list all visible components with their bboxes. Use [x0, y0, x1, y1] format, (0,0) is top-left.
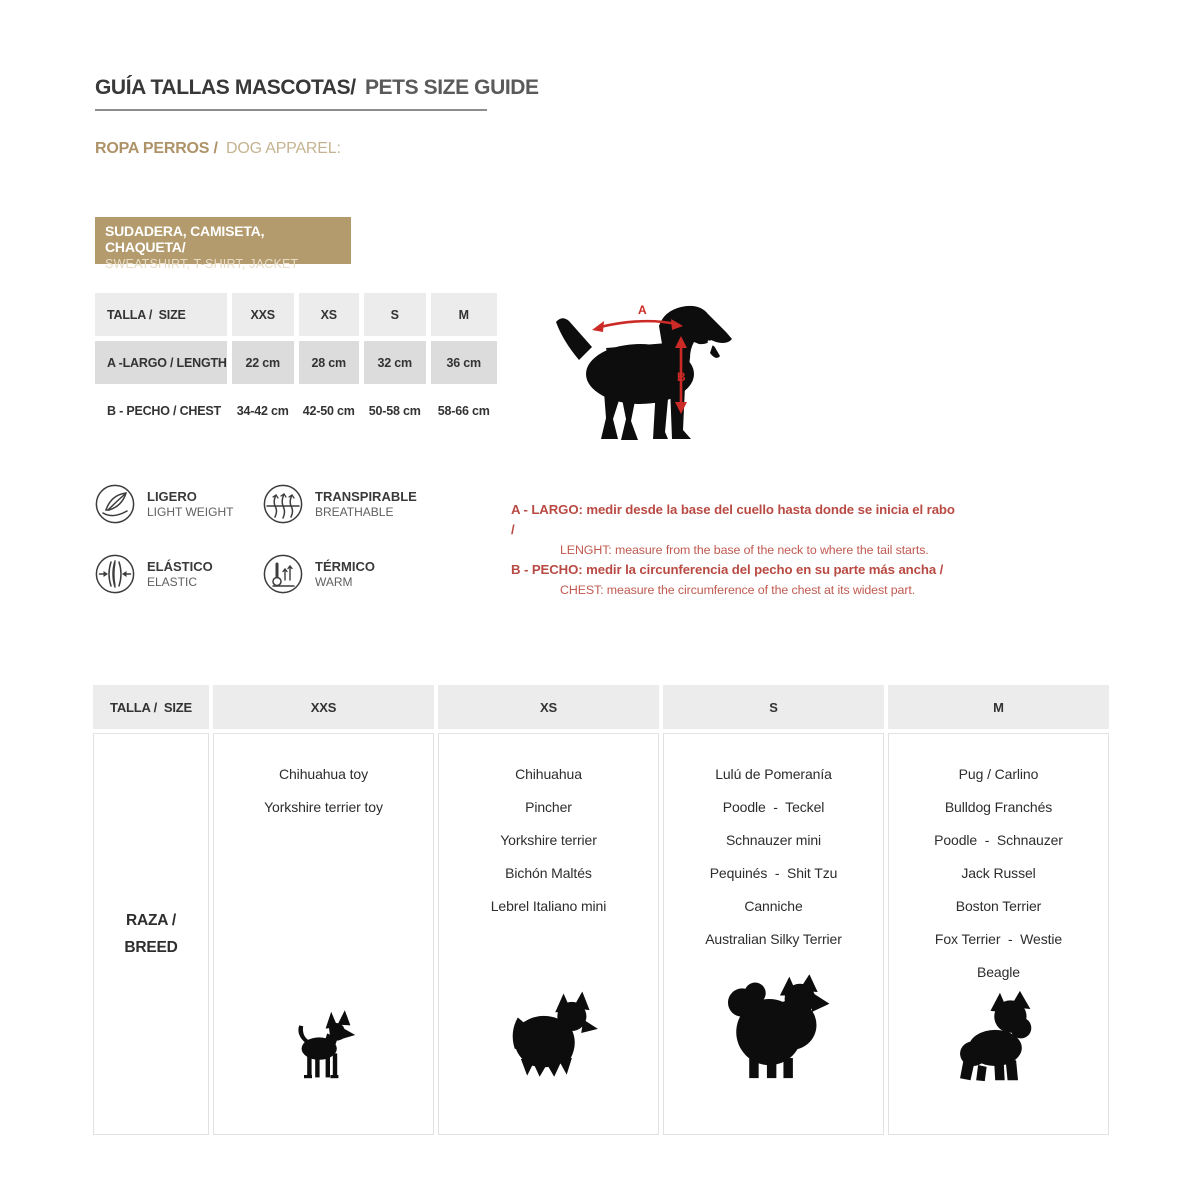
breed-table-head	[93, 685, 1109, 729]
breed-item: Lulú de Pomeranía	[715, 766, 832, 782]
category-line-es: SUDADERA, CAMISETA, CHAQUETA/	[105, 223, 265, 255]
dog-yorkshire-silhouette	[496, 980, 602, 1084]
category-line-en: SWEATSHIRT, T-SHIRT, JACKET	[105, 257, 299, 271]
size-table-header-cell: XS	[299, 293, 359, 336]
measurement-diagram	[548, 292, 773, 454]
dog-frenchie-silhouette	[938, 989, 1060, 1084]
breed-item: Australian Silky Terrier	[705, 931, 842, 947]
feature-breathable	[263, 484, 417, 524]
size-table-header-cell: XXS	[232, 293, 294, 336]
breed-item: Bulldog Franchés	[944, 799, 1053, 815]
size-table-value-cell: 34-42 cm	[232, 389, 294, 432]
breed-item: Poodle - Schnauzer	[934, 832, 1063, 848]
category-box	[95, 217, 351, 271]
size-table-header-cell: TALLA / SIZE	[95, 293, 227, 336]
size-table-value-cell: 58-66 cm	[431, 389, 497, 432]
size-table-row	[95, 389, 497, 432]
breed-table-header-row	[93, 685, 1109, 729]
diagram-label-a: A	[638, 303, 647, 317]
feature-name-en: WARM	[315, 575, 353, 589]
breed-list	[934, 758, 1063, 989]
feature-lightweight	[95, 484, 233, 524]
feature-name-es: LIGERO	[147, 489, 197, 504]
feather-icon	[95, 484, 135, 524]
breed-item: Chihuahua	[515, 766, 582, 782]
breed-row-label: RAZA / BREED	[93, 733, 209, 1135]
breed-item: Schnauzer mini	[725, 832, 822, 848]
size-table-head	[95, 293, 497, 336]
breed-item: Yorkshire terrier	[500, 832, 597, 848]
size-table-header-cell: M	[431, 293, 497, 336]
diagram-label-b: B	[677, 370, 686, 384]
breed-item: Lebrel Italiano mini	[490, 898, 607, 914]
subtitle-es: ROPA PERROS /	[95, 140, 218, 157]
size-table-value-cell: 36 cm	[431, 341, 497, 384]
feature-warm	[263, 554, 375, 594]
measuring-notes	[511, 500, 961, 600]
breed-table-header-cell: TALLA / SIZE	[93, 685, 209, 729]
size-table-value-cell: 50-58 cm	[364, 389, 426, 432]
feature-name-es: TRANSPIRABLE	[315, 489, 417, 504]
dog-pomeranian-silhouette	[706, 966, 842, 1084]
note-b-es: B - PECHO: medir la circunferencia del pecho en su parte más ancha /	[511, 562, 944, 577]
breed-item: Yorkshire terrier toy	[264, 799, 383, 815]
breed-item: Pequinés - Shit Tzu	[709, 865, 838, 881]
breed-item: Jack Russel	[961, 865, 1036, 881]
breed-table-header-cell: S	[663, 685, 884, 729]
note-a-en: LENGHT: measure from the base of the neck to where the tail starts.	[560, 543, 929, 557]
breed-table-wrap	[89, 681, 1113, 1139]
note-a-es: A - LARGO: medir desde la base del cuello hasta donde se inicia el rabo /	[511, 502, 955, 537]
breed-table-header-cell: XS	[438, 685, 659, 729]
breed-item: Poodle - Teckel	[722, 799, 825, 815]
breed-table-body	[93, 733, 1109, 1135]
size-table-header-cell: S	[364, 293, 426, 336]
page-title-en: PETS SIZE GUIDE	[364, 76, 539, 99]
breed-list	[491, 758, 607, 923]
feature-name-es: TÉRMICO	[315, 559, 375, 574]
size-guide-table	[90, 288, 502, 437]
size-table-value-cell: 32 cm	[364, 341, 426, 384]
breed-item: Canniche	[744, 898, 803, 914]
elastic-icon	[95, 554, 135, 594]
feature-name-en: LIGHT WEIGHT	[147, 505, 234, 519]
size-table-row	[95, 341, 497, 384]
size-table-header-row	[95, 293, 497, 336]
feature-name-en: BREATHABLE	[315, 505, 394, 519]
dog-chihuahua-silhouette	[284, 1002, 364, 1084]
size-table-value-cell: 22 cm	[232, 341, 294, 384]
breed-table-body-row	[93, 733, 1109, 1135]
breed-table-header-cell: M	[888, 685, 1109, 729]
size-guide-table-wrap	[90, 288, 502, 437]
breed-column-xs	[438, 733, 659, 1135]
breed-item: Chihuahua toy	[278, 766, 368, 782]
breed-column-s	[663, 733, 884, 1135]
breed-list	[264, 758, 383, 824]
breed-column-xxs	[213, 733, 434, 1135]
breed-item: Bichón Maltés	[505, 865, 592, 881]
feature-name-en: ELASTIC	[147, 575, 198, 589]
note-b-en: CHEST: measure the circumference of the chest at its widest part.	[560, 583, 916, 597]
breed-item: Fox Terrier - Westie	[934, 931, 1063, 947]
breathable-icon	[263, 484, 303, 524]
size-table-row-label: B - PECHO / CHEST	[95, 389, 227, 432]
size-table-body	[95, 341, 497, 432]
breed-item: Boston Terrier	[955, 898, 1042, 914]
size-table-value-cell: 28 cm	[299, 341, 359, 384]
subtitle-en: DOG APPAREL:	[226, 140, 341, 157]
page-title	[95, 76, 539, 111]
size-table-value-cell: 42-50 cm	[299, 389, 359, 432]
breed-table-header-cell: XXS	[213, 685, 434, 729]
breed-column-m	[888, 733, 1109, 1135]
size-table-row-label: A -LARGO / LENGTH	[95, 341, 227, 384]
thermometer-icon	[263, 554, 303, 594]
section-subtitle	[95, 140, 341, 158]
feature-elastic	[95, 554, 213, 594]
breed-item: Beagle	[977, 964, 1020, 980]
breed-table	[89, 681, 1113, 1139]
feature-name-es: ELÁSTICO	[147, 559, 213, 574]
breed-item: Pincher	[525, 799, 572, 815]
breed-item: Pug / Carlino	[958, 766, 1039, 782]
breed-list	[705, 758, 842, 956]
dog-silhouette-diagram	[548, 292, 773, 454]
page-title-es: GUÍA TALLAS MASCOTAS/	[95, 76, 356, 99]
